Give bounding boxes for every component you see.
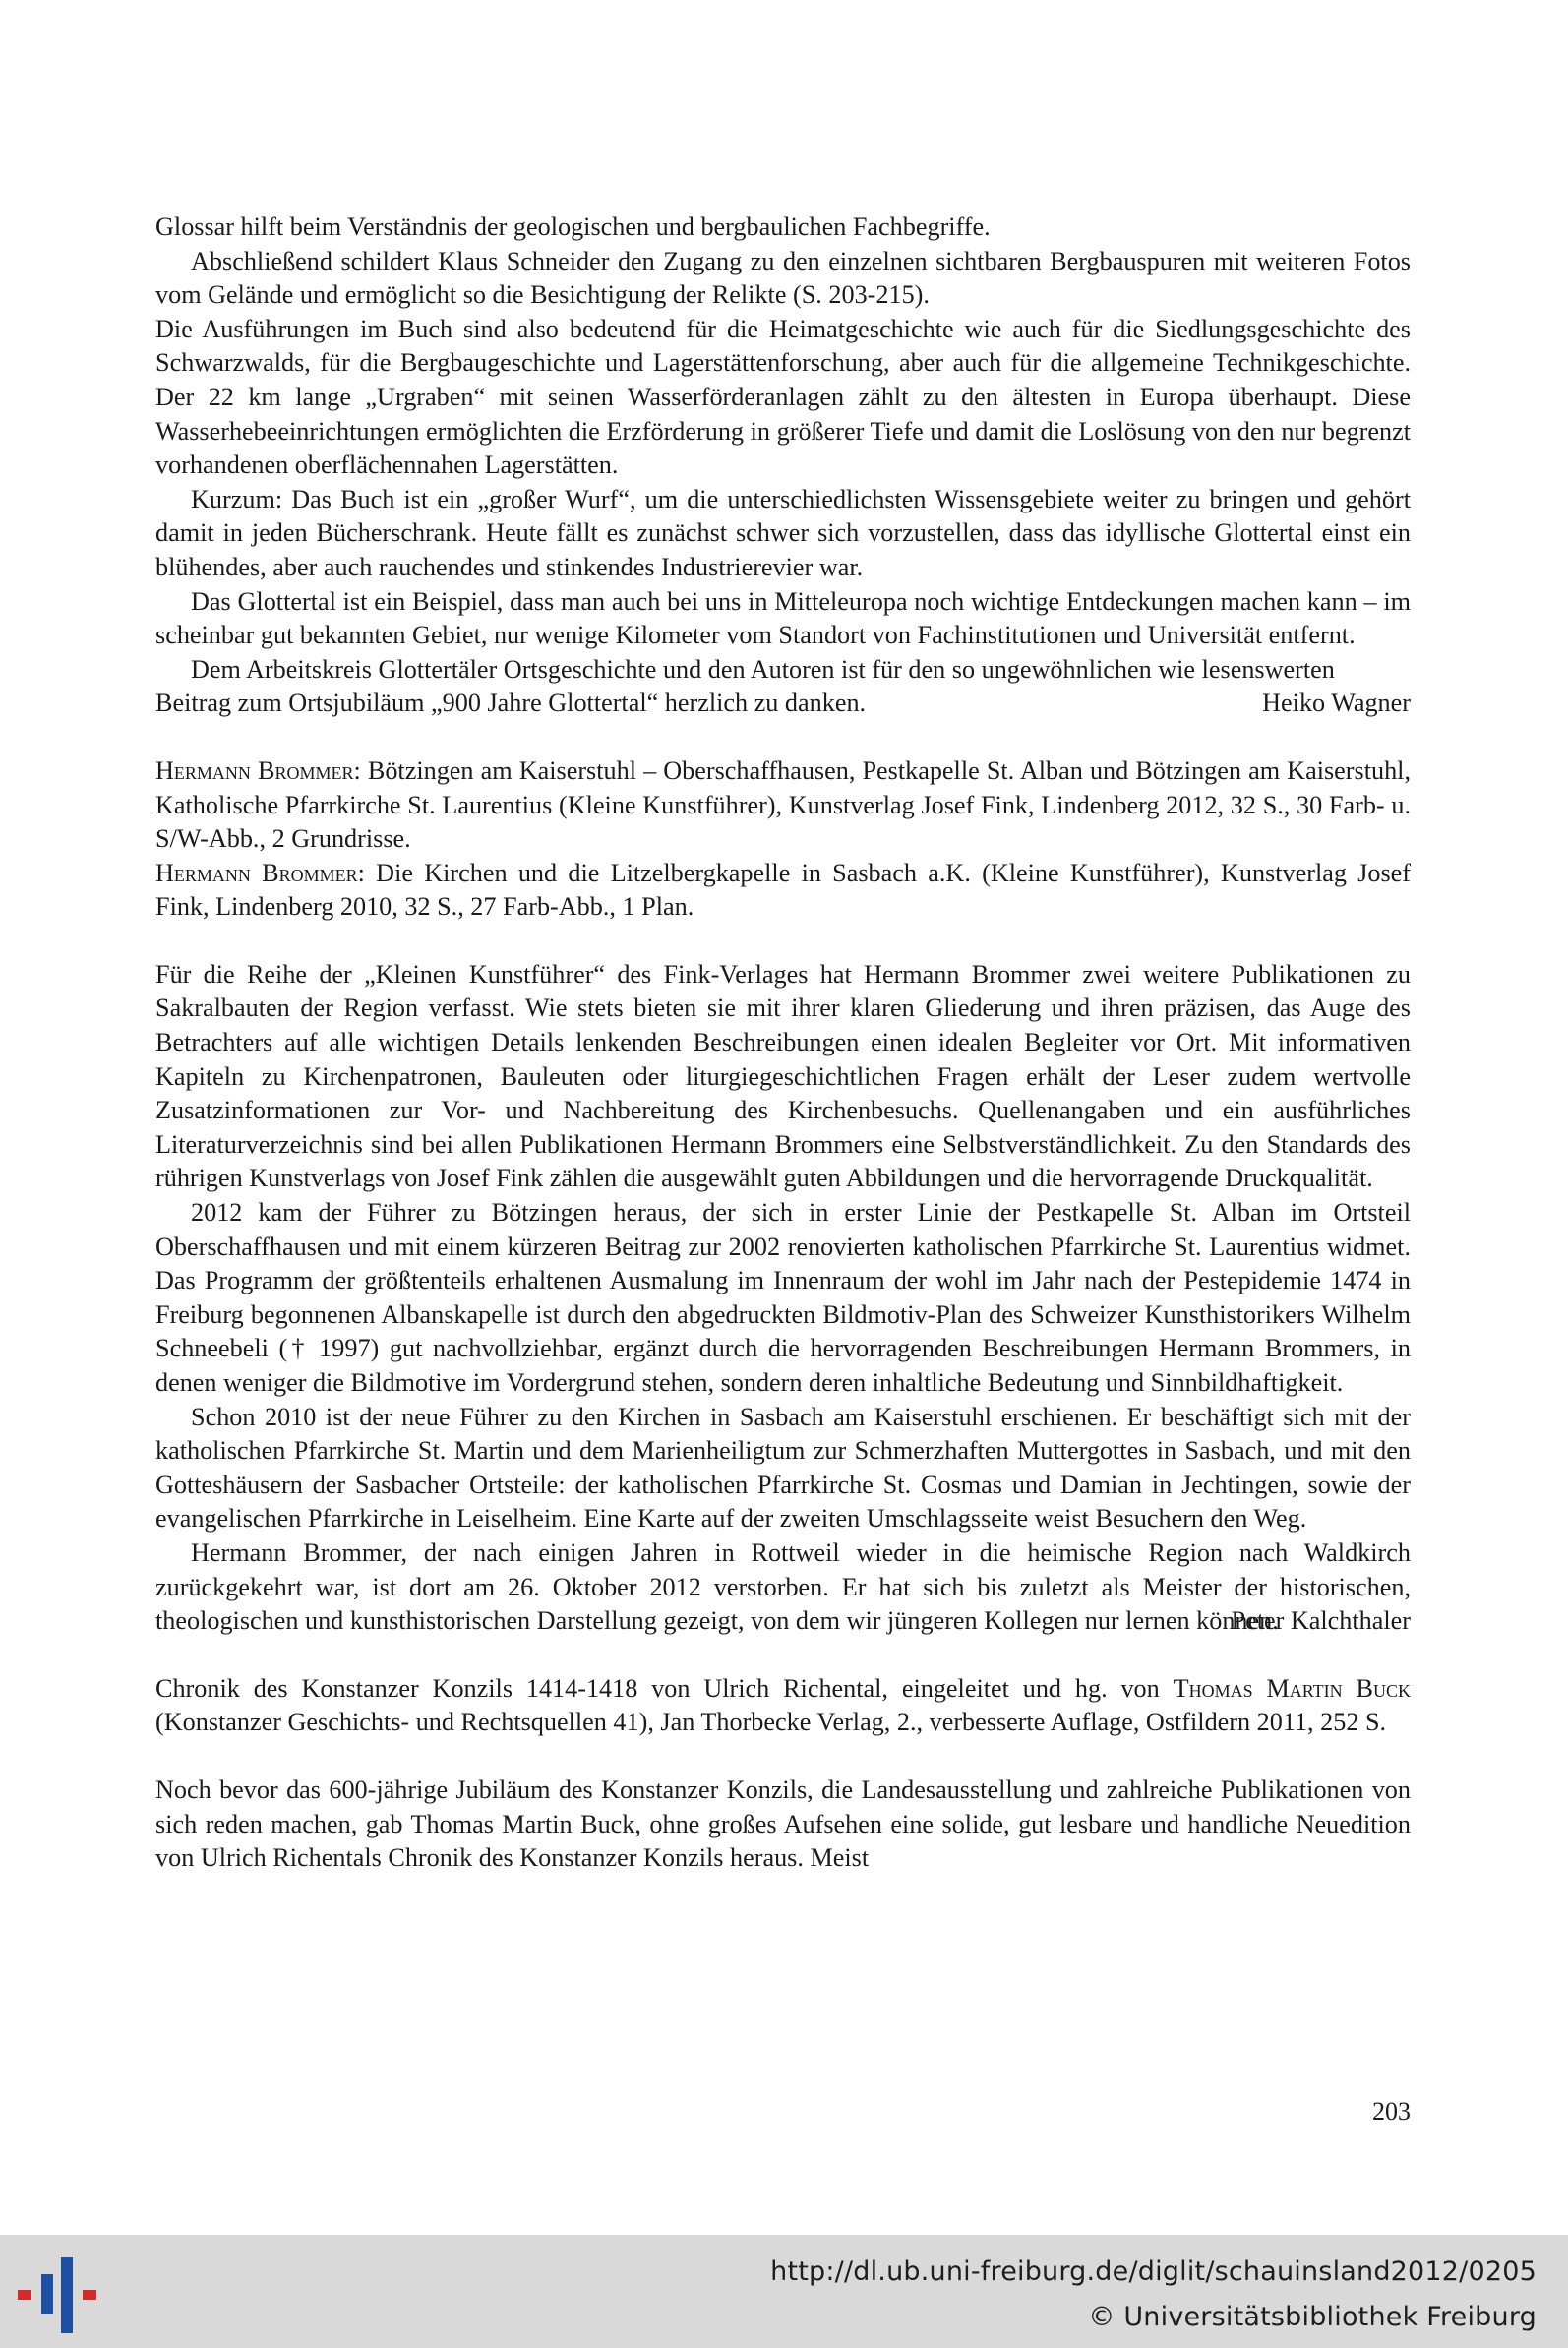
page-number: 203: [1372, 2097, 1411, 2126]
paragraph: 2012 kam der Führer zu Bötzingen heraus, der sich in erster Linie der Pestkapelle St. Alban im Ortsteil Oberschaffhausen und mit einem kürzeren Beitrag zur 2002 renovierten katholischen Pfarrkirche St. Laurentius widmet. Das Programm der größtenteils erhaltenen Ausmalung im Innenraum der wohl im Jahr nach der Pestepidemie 1474 in Freiburg begonnenen Albanskapelle ist durch den abgedruckten Bildmotiv-Plan des Schweizer Kunsthistorikers Wilhelm Schneebeli († 1997) gut nachvollziehbar, ergänzt durch die hervorragenden Beschreibungen Hermann Brommers, in denen weniger die Bildmotive im Vordergrund stehen, sondern deren inhaltliche Bedeutung und Sinnbildhaftigkeit.: [155, 1198, 1411, 1397]
author-name: Thomas Martin Buck: [1173, 1673, 1411, 1703]
signature-text: Peter Kalchthaler: [1231, 1606, 1411, 1636]
paragraph: Glossar hilft beim Verständnis der geologischen und bergbaulichen Fachbegriffe.: [155, 212, 991, 241]
spacer: [155, 1740, 1411, 1774]
paragraph: Für die Reihe der „Kleinen Kunstführer“ des Fink-Verlages hat Hermann Brommer zwei weitere Publikationen zu Sakralbauten der Region verfasst. Wie stets bieten sie mit ihrer klaren Gliederung und ihren präzisen, das Auge des Betrachters auf alle wichtigen Details lenkenden Beschreibungen einen idealen Begleiter vor Ort. Mit informativen Kapiteln zu Kirchenpatronen, Bauleuten oder liturgiegeschichtlichen Fragen erhält der Leser zudem wertvolle Zusatzinformationen zur Vor- und Nachbereitung des Kirchenbesuchs. Quellenangaben und ein ausführliches Literaturverzeichnis sind bei allen Publikationen Hermann Brommers eine Selbstverständlichkeit. Zu den Standards des rührigen Kunstverlags von Josef Fink zählen die ausgewählt guten Abbildungen und die hervorragende Druckqualität.: [155, 959, 1411, 1193]
paragraph: Die Ausführungen im Buch sind also bedeutend für die Heimatgeschichte wie auch für die Siedlungsgeschichte des Schwarzwalds, für die Bergbaugeschichte und Lagerstättenforschung, aber auch für die allgemeine Technikgeschichte. Der 22 km lange „Urgraben“ mit seinen Wasserförderanlagen zählt zu den ältesten in Europa überhaupt. Diese Wasserhebeeinrichtungen ermöglichten die Erzförderung in größerer Tiefe und damit die Loslösung von den nur begrenzt vorhandenen oberflächennahen Lagerstätten.: [155, 314, 1411, 480]
paragraph: Das Glottertal ist ein Beispiel, dass man auch bei uns in Mitteleuropa noch wichtige Entdeckungen machen kann – im scheinbar gut bekannten Gebiet, nur wenige Kilometer vom Standort von Fachinstitutionen und Universität entfernt.: [155, 586, 1411, 650]
author-name: Hermann Brommer: [155, 755, 354, 785]
signature-text: Heiko Wagner: [1262, 689, 1411, 718]
library-footer: [0, 2235, 1568, 2348]
spacer: [155, 721, 1411, 754]
paragraph: Abschließend schildert Klaus Schneider den Zugang zu den einzelnen sichtbaren Bergbauspuren mit weiteren Fotos vom Gelände und ermöglicht so die Besichtigung der Relikte (S. 203-215).: [155, 246, 1411, 310]
bibliography-entry: [155, 754, 1411, 857]
paragraph-text: Dem Arbeitskreis Glottertäler Ortsgeschichte und den Autoren ist für den so ungewöhnlichen wie lesenswerten Beitrag zum Ortsjubiläum „900 Jahre Glottertal“ herzlich zu danken.: [155, 654, 1335, 718]
bibliography-text: (Konstanzer Geschichts- und Rechtsquellen 41), Jan Thorbecke Verlag, 2., verbesserte Auflage, Ostfildern 2011, 252 S.: [155, 1708, 1387, 1737]
page-body: [155, 211, 1411, 1876]
document-url-link[interactable]: http://dl.ub.uni-freiburg.de/diglit/schauinsland2012/0205: [770, 2257, 1537, 2287]
bibliography-text: Chronik des Konstanzer Konzils 1414-1418 von Ulrich Richental, eingeleitet und hg. von: [155, 1673, 1174, 1703]
copyright-notice: © Universitätsbibliothek Freiburg: [1088, 2302, 1537, 2332]
bibliography-text: : Bötzingen am Kaiserstuhl – Oberschaffhausen, Pestkapelle St. Alban und Bötzingen am Kaiserstuhl, Katholische Pfarrkirche St. Laurentius (Kleine Kunstführer), Kunstverlag Josef Fink, Lindenberg 2012, 32 S., 30 Farb- u. S/W-Abb., 2 Grundrisse.: [155, 755, 1411, 854]
paragraph-with-signature: [155, 653, 1411, 721]
spacer: [155, 1639, 1411, 1672]
bibliography-entry: [155, 1672, 1411, 1740]
spacer: [155, 925, 1411, 958]
paragraph: Hermann Brommer, der nach einigen Jahren in Rottweil wieder in die heimische Region nach Waldkirch zurückgekehrt war, ist dort am 26. Oktober 2012 verstorben. Er hat sich bis zuletzt als Meister der historischen, theologischen und kunsthistorischen Darstellung gezeigt, von dem wir jüngeren Kollegen nur lernen können.: [155, 1537, 1411, 1636]
bibliography-entry: [155, 857, 1411, 925]
bibliography-text: : Die Kirchen und die Litzelbergkapelle in Sasbach a.K. (Kleine Kunstführer), Kunstverlag Josef Fink, Lindenberg 2010, 32 S., 27 Farb-Abb., 1 Plan.: [155, 858, 1411, 922]
paragraph: Noch bevor das 600-jährige Jubiläum des Konstanzer Konzils, die Landesausstellung und zahlreiche Publikationen von sich reden machen, gab Thomas Martin Buck, ohne großes Aufsehen eine solide, gut lesbare und handliche Neuedition von Ulrich Richentals Chronik des Konstanzer Konzils heraus. Meist: [155, 1775, 1411, 1873]
author-name: Hermann Brommer: [155, 858, 358, 887]
library-logo-icon: [18, 2257, 106, 2333]
paragraph: Schon 2010 ist der neue Führer zu den Kirchen in Sasbach am Kaiserstuhl erschienen. Er beschäftigt sich mit der katholischen Pfarrkirche St. Martin und dem Marienheiligtum zur Schmerzhaften Muttergottes in Sasbach, und mit den Gotteshäusern der Sasbacher Ortsteile: der katholischen Pfarrkirche St. Cosmas und Damian in Jechtingen, sowie der evangelischen Pfarrkirche in Leiselheim. Eine Karte auf der zweiten Umschlagsseite weist Besuchern den Weg.: [155, 1402, 1411, 1534]
paragraph: Kurzum: Das Buch ist ein „großer Wurf“, um die unterschiedlichsten Wissensgebiete weiter zu bringen und gehört damit in jeden Bücherschrank. Heute fällt es zunächst schwer sich vorzustellen, dass das idyllische Glottertal einst ein blühendes, aber auch rauchendes und stinkendes Industrierevier war.: [155, 484, 1411, 581]
